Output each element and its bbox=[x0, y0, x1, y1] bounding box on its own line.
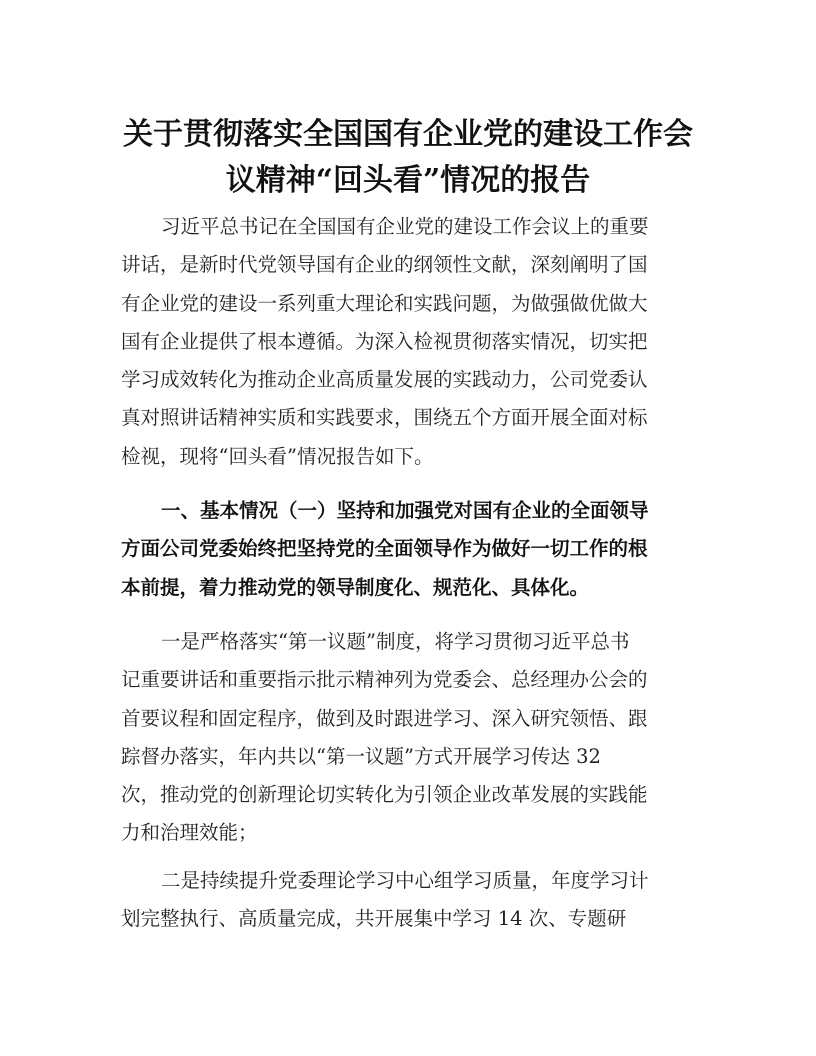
text-line: 力和治理效能； bbox=[121, 821, 258, 845]
text-line: 划完整执行、高质量完成，共开展集中学习 14 次、专题研 bbox=[121, 907, 627, 931]
intro-paragraph bbox=[121, 208, 697, 476]
text-line: 国有企业提供了根本遵循。为深入检视贯彻落实情况，切实把 bbox=[121, 329, 648, 353]
text-line: 讲话，是新时代党领导国有企业的纲领性文献，深刻阐明了国 bbox=[121, 253, 648, 277]
title-line: 关于贯彻落实全国国有企业党的建设工作会 bbox=[123, 117, 693, 152]
text-line: 二是持续提升党委理论学习中心组学习质量，年度学习计 bbox=[161, 869, 649, 892]
document-title bbox=[100, 112, 716, 204]
heading-line: 一、基本情况（一）坚持和加强党对国有企业的全面领导 bbox=[161, 499, 649, 522]
text-line: 一是严格落实“第一议题”制度，将学习贯彻习近平总书 bbox=[161, 630, 630, 653]
text-line: 习近平总书记在全国国有企业党的建设工作会议上的重要 bbox=[161, 215, 649, 238]
item-one-paragraph bbox=[121, 623, 697, 853]
text-line: 首要议程和固定程序，做到及时跟进学习、深入研究领悟、跟 bbox=[121, 706, 648, 730]
title-line: 议精神“回头看”情况的报告 bbox=[225, 163, 591, 198]
heading-line: 方面公司党委始终把坚持党的全面领导作为做好一切工作的根 bbox=[121, 537, 648, 561]
heading-line: 本前提，着力推动党的领导制度化、规范化、具体化。 bbox=[121, 575, 590, 599]
text-line: 有企业党的建设一系列重大理论和实践问题，为做强做优做大 bbox=[121, 291, 648, 315]
text-line: 次，推动党的创新理论切实转化为引领企业改革发展的实践能 bbox=[121, 783, 648, 807]
text-line: 学习成效转化为推动企业高质量发展的实践动力，公司党委认 bbox=[121, 368, 648, 392]
text-line: 检视，现将“回头看”情况报告如下。 bbox=[121, 444, 434, 468]
text-line: 真对照讲话精神实质和实践要求，围绕五个方面开展全面对标 bbox=[121, 406, 648, 430]
section-heading bbox=[121, 492, 697, 607]
text-line: 记重要讲话和重要指示批示精神列为党委会、总经理办公会的 bbox=[121, 668, 648, 692]
item-two-paragraph bbox=[121, 862, 697, 939]
text-line: 踪督办落实，年内共以“第一议题”方式开展学习传达 32 bbox=[121, 744, 601, 768]
